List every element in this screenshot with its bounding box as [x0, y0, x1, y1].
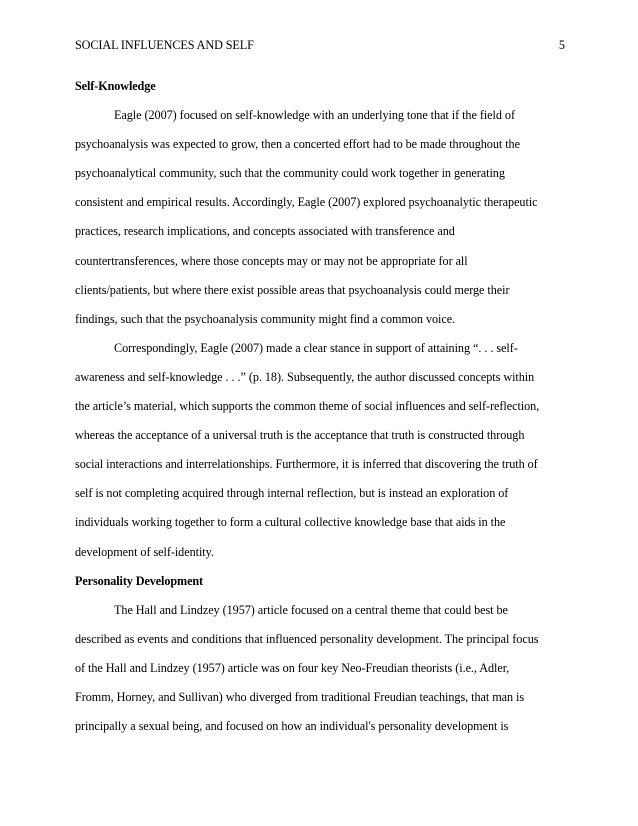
paragraph: [75, 101, 567, 334]
text-line: findings, such that the psychoanalysis community might find a common voice.: [75, 311, 456, 326]
page-number: 5: [558, 38, 565, 52]
body-text: [75, 72, 567, 741]
text-line: whereas the acceptance of a universal truth is the acceptance that truth is constructed through: [75, 428, 525, 443]
running-head: [75, 35, 565, 55]
text-line: clients/patients, but where there exist possible areas that psychoanalysis could merge their: [75, 282, 510, 297]
text-line: described as events and conditions that influenced personality development. The principal focus: [75, 631, 539, 646]
text-line: Fromm, Horney, and Sullivan) who diverged from traditional Freudian teachings, that man is: [75, 689, 525, 704]
text-line: countertransferences, where those concepts may or may not be appropriate for all: [75, 253, 468, 268]
text-line: The Hall and Lindzey (1957) article focused on a central theme that could best be: [114, 602, 508, 617]
text-line: of the Hall and Lindzey (1957) article was on four key Neo-Freudian theorists (i.e., Adler,: [75, 660, 510, 675]
text-line: Eagle (2007) focused on self-knowledge with an underlying tone that if the field of: [114, 108, 515, 123]
text-line: psychoanalysis was expected to grow, then a concerted effort had to be made throughout the: [75, 137, 520, 152]
text-line: consistent and empirical results. Accordingly, Eagle (2007) explored psychoanalytic therapeutic: [75, 195, 538, 210]
text-line: the article’s material, which supports the common theme of social influences and self-reflection,: [75, 399, 540, 414]
text-line: practices, research implications, and concepts associated with transference and: [75, 224, 455, 239]
paragraph: [75, 596, 567, 741]
section-heading-self-knowledge: Self-Knowledge: [75, 79, 156, 93]
text-line: awareness and self-knowledge . . .” (p. 18). Subsequently, the author discussed concepts within: [75, 369, 535, 384]
text-line: self is not completing acquired through internal reflection, but is instead an exploration of: [75, 486, 509, 501]
text-line: development of self-identity.: [75, 544, 214, 559]
text-line: individuals working together to form a cultural collective knowledge base that aids in the: [75, 515, 506, 530]
text-line: principally a sexual being, and focused on how an individual's personality development is: [75, 719, 509, 734]
text-line: social interactions and interrelationships. Furthermore, it is inferred that discovering the truth of: [75, 457, 538, 472]
text-line: psychoanalytical community, such that the community could work together in generating: [75, 166, 505, 181]
section-heading-personality-development: Personality Development: [75, 573, 204, 588]
paragraph: [75, 334, 567, 567]
text-line: Correspondingly, Eagle (2007) made a clear stance in support of attaining “. . . self-: [114, 340, 518, 355]
running-head-title: SOCIAL INFLUENCES AND SELF: [75, 38, 254, 52]
